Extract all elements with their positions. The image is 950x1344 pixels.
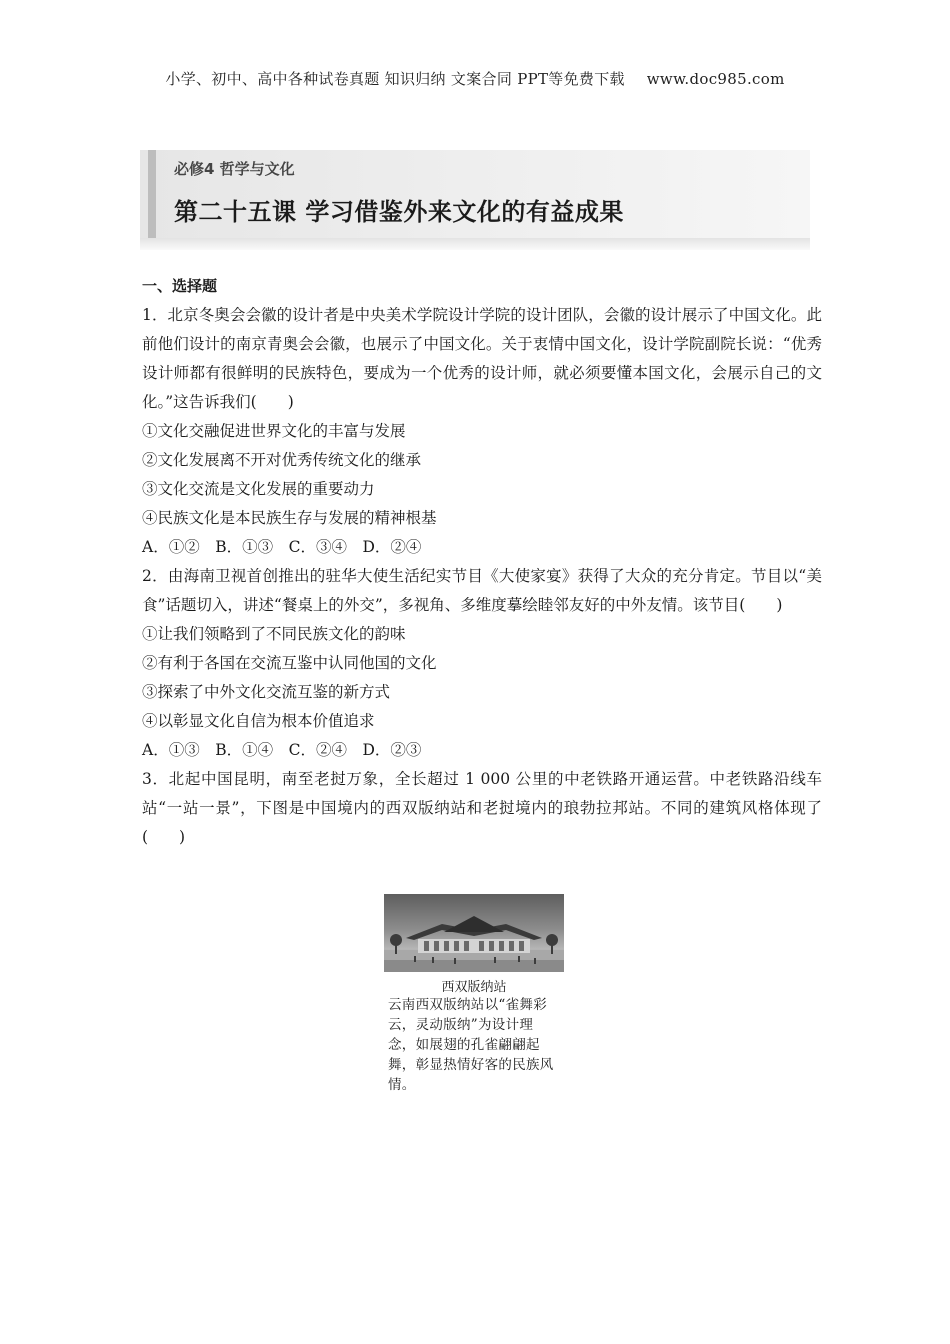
figure-caption: 云南西双版纳站以“雀舞彩云，灵动版纳”为设计理念，如展翅的孔雀翩翩起舞，彰显热情好客的民族风情。 <box>388 997 554 1093</box>
header-site-link[interactable]: www.doc985.com <box>646 70 785 88</box>
figure-title: 西双版纳站 <box>441 980 507 995</box>
station-photo <box>384 894 564 972</box>
section-title: 一、选择题 <box>142 277 218 295</box>
question-3 <box>142 765 822 852</box>
page-header <box>0 68 950 89</box>
banner-subtitle: 必修4 哲学与文化 <box>174 160 295 178</box>
option-item: ①文化交融促进世界文化的丰富与发展 <box>142 422 406 440</box>
lesson-banner <box>140 150 810 238</box>
option-item: ③探索了中外文化交流互鉴的新方式 <box>142 683 391 701</box>
header-text: 小学、初中、高中各种试卷真题 知识归纳 文案合同 PPT等免费下载 <box>165 70 625 88</box>
question-content <box>142 272 822 852</box>
banner-accent-bar <box>148 150 156 238</box>
option-item: ④民族文化是本民族生存与发展的精神根基 <box>142 509 437 527</box>
answer-choices: A．①③ B．①④ C．②④ D．②③ <box>142 741 422 759</box>
answer-choices: A．①② B．①③ C．③④ D．②④ <box>142 538 422 556</box>
question-stem: 2．由海南卫视首创推出的驻华大使生活纪实节目《大使家宴》获得了大众的充分肯定。节目以“美食”话题切入，讲述“餐桌上的外交”，多视角、多维度摹绘睦邻友好的中外友情。该节目( ) <box>142 567 822 614</box>
station-figure <box>384 894 564 1095</box>
option-item: ②文化发展离不开对优秀传统文化的继承 <box>142 451 422 469</box>
banner-shadow <box>140 238 810 250</box>
option-item: ④以彰显文化自信为根本价值追求 <box>142 712 375 730</box>
question-1 <box>142 301 822 562</box>
question-stem: 1．北京冬奥会会徽的设计者是中央美术学院设计学院的设计团队，会徽的设计展示了中国文化。此前他们设计的南京青奥会会徽，也展示了中国文化。关于衷情中国文化，设计学院副院长说：“优秀设计师都有很鲜明的民族特色，要成为一个优秀的设计师，就必须要懂本国文化，会展示自己的文化。”这告诉我们( ) <box>142 306 822 411</box>
question-stem: 3．北起中国昆明，南至老挝万象，全长超过 1 000 公里的中老铁路开通运营。中老铁路沿线车站“一站一景”，下图是中国境内的西双版纳站和老挝境内的琅勃拉邦站。不同的建筑风格体现了( ) <box>142 770 822 846</box>
lesson-title: 第二十五课 学习借鉴外来文化的有益成果 <box>174 198 624 226</box>
option-item: ②有利于各国在交流互鉴中认同他国的文化 <box>142 654 437 672</box>
question-2 <box>142 562 822 765</box>
option-item: ①让我们领略到了不同民族文化的韵味 <box>142 625 406 643</box>
option-item: ③文化交流是文化发展的重要动力 <box>142 480 375 498</box>
station-building-illustration <box>384 894 564 972</box>
